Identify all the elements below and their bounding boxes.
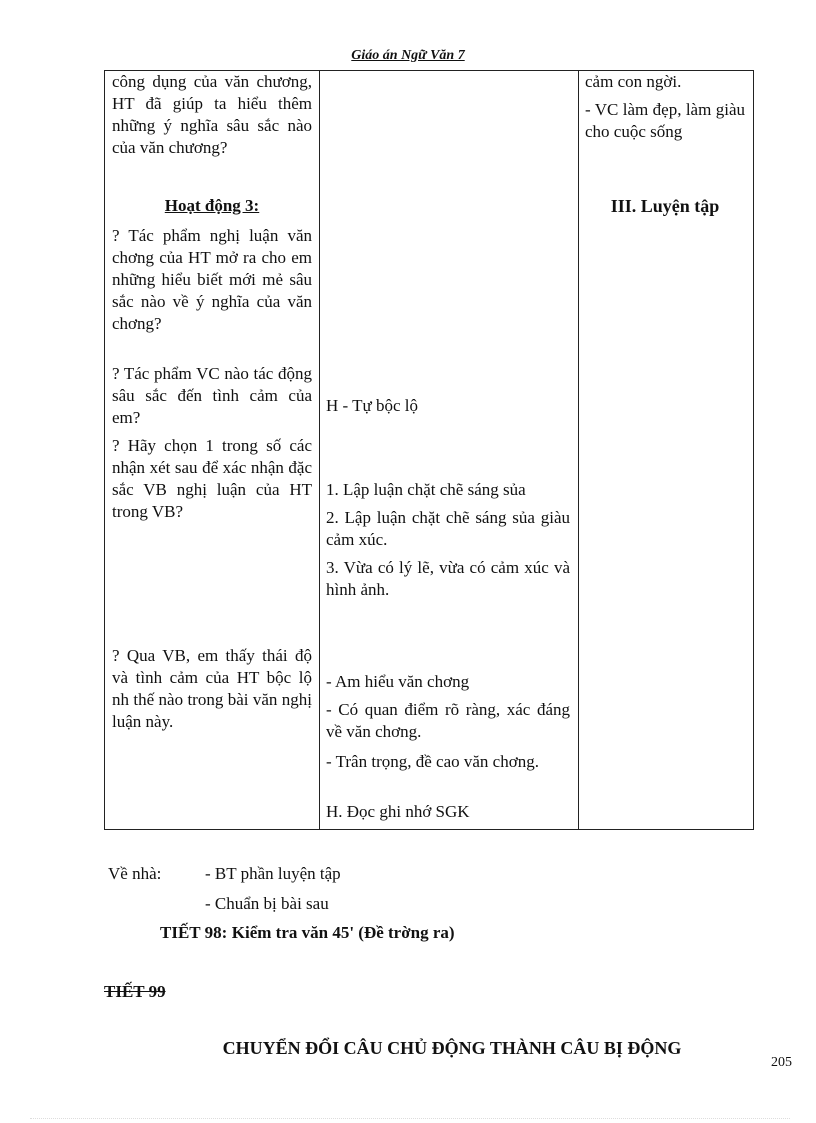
homework-item: - BT phần luyện tập [205, 864, 341, 883]
homework-label: Về nhà: [108, 864, 162, 883]
table-row [105, 71, 754, 830]
homework-item: - Chuẩn bị bài sau [205, 894, 329, 913]
answer-text: 2. Lập luận chặt chẽ sáng sủa giàu cảm xúc. [326, 508, 570, 549]
next-lesson-title: CHUYỂN ĐỔI CÂU CHỦ ĐỘNG THÀNH CÂU BỊ ĐỘNG [222, 1038, 682, 1058]
answer-text: H - Tự bộc lộ [326, 396, 418, 415]
content-column [579, 71, 754, 830]
page-bottom-divider [30, 1118, 790, 1119]
question-text: công dụng của văn chương, HT đã giúp ta hiểu thêm những ý nghĩa sâu sắc nào của văn chương? [112, 72, 312, 157]
answer-text: 1. Lập luận chặt chẽ sáng sủa [326, 480, 526, 499]
lesson-98-line [160, 922, 455, 943]
question-text: ? Qua VB, em thấy thái độ và tình cảm của HT bộc lộ nh thế nào trong bài văn nghị luận này. [112, 646, 312, 731]
activity-heading: Hoạt động 3: [164, 196, 260, 215]
page-number: 205 [771, 1055, 792, 1070]
page-header-title: Giáo án Ngữ Văn 7 [351, 48, 465, 63]
question-text: ? Tác phẩm nghị luận văn chơng của HT mở ra cho em những hiểu biết mới mẻ sâu sắc nào về ý nghĩa của văn chơng? [112, 226, 312, 333]
activity-column [105, 71, 320, 830]
lesson-98-label: TIẾT 98: [160, 923, 228, 942]
lesson-99-label: TIẾT 99 [104, 982, 166, 1001]
answer-text: 3. Vừa có lý lẽ, vừa có cảm xúc và hình ảnh. [326, 558, 570, 599]
answer-text: H. Đọc ghi nhớ SGK [326, 802, 470, 821]
lesson-98-title: Kiểm tra văn 45' (Đề trờng ra) [231, 923, 455, 942]
answer-text: - Am hiểu văn chơng [326, 672, 470, 691]
content-text: cảm con ngời. [585, 72, 682, 91]
content-text: - VC làm đẹp, làm giàu cho cuộc sống [585, 100, 745, 141]
student-column [320, 71, 579, 830]
answer-text: - Trân trọng, đề cao văn chơng. [326, 752, 539, 771]
question-text: ? Hãy chọn 1 trong số các nhận xét sau để xác nhận đặc sắc VB nghị luận của HT trong VB? [112, 436, 312, 521]
section-heading: III. Luyện tập [610, 196, 720, 216]
lesson-table [104, 70, 754, 830]
answer-text: - Có quan điểm rõ ràng, xác đáng về văn chơng. [326, 700, 570, 741]
question-text: ? Tác phẩm VC nào tác động sâu sắc đến tình cảm của em? [112, 364, 312, 427]
